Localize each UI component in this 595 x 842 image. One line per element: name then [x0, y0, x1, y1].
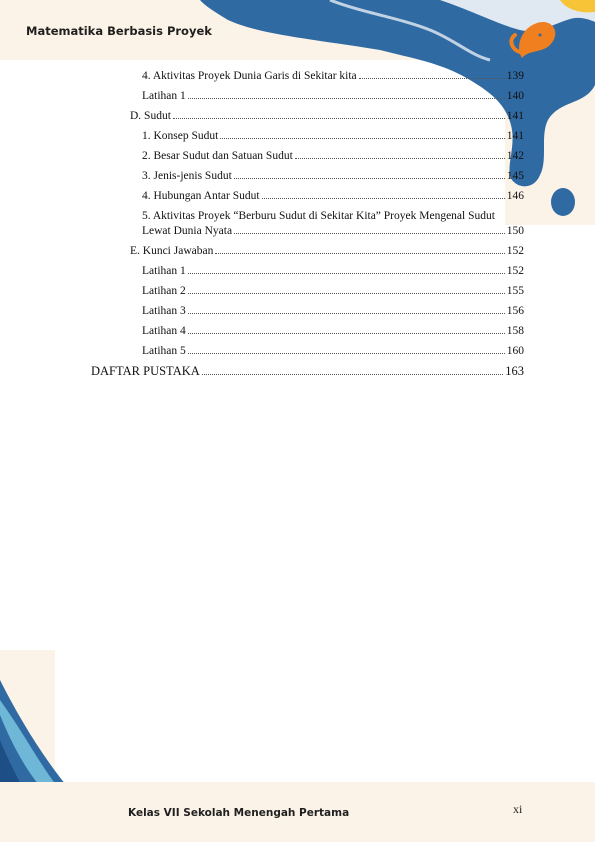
toc-entry-page: 160: [506, 345, 524, 357]
toc-entry[interactable]: [142, 305, 524, 317]
toc-entry-label: Latihan 1: [142, 265, 186, 277]
toc-dot-leader: [188, 97, 505, 99]
toc-entry-page: 152: [506, 245, 524, 257]
toc-dot-leader: [262, 197, 505, 199]
toc-entry[interactable]: [130, 110, 524, 122]
toc-entry[interactable]: [130, 245, 524, 257]
toc-entry-label: DAFTAR PUSTAKA: [91, 364, 200, 378]
toc-entry-label: 2. Besar Sudut dan Satuan Sudut: [142, 150, 293, 162]
toc-entry-label: E. Kunci Jawaban: [130, 245, 214, 257]
toc-entry-label: Lewat Dunia Nyata: [142, 225, 233, 237]
toc-dot-leader: [188, 312, 505, 314]
toc-entry[interactable]: [142, 225, 524, 237]
toc-entry-page: 142: [506, 150, 524, 162]
page-number: xi: [513, 802, 523, 816]
footer-text: Kelas VII Sekolah Menengah Pertama: [128, 807, 350, 819]
toc-dot-leader: [188, 352, 505, 354]
toc-entry-label: Latihan 3: [142, 305, 186, 317]
toc-entry[interactable]: [142, 345, 524, 357]
toc-dot-leader: [173, 117, 505, 119]
toc-entry-label: Latihan 2: [142, 285, 186, 297]
toc-entry-page: 156: [506, 305, 524, 317]
toc-entry-page: 146: [506, 190, 524, 202]
toc-dot-leader: [234, 232, 505, 234]
toc-entry-label: Latihan 4: [142, 325, 186, 337]
toc-dot-leader: [295, 157, 505, 159]
toc-entry-label: Latihan 1: [142, 90, 186, 102]
toc-dot-leader: [188, 272, 505, 274]
toc-entry-page: 152: [506, 265, 524, 277]
toc-dot-leader: [215, 252, 504, 254]
toc-entry-wrapped-line[interactable]: 5. Aktivitas Proyek “Berburu Sudut di Sekitar Kita” Proyek Mengenal Sudut: [142, 210, 495, 222]
toc-dot-leader: [359, 77, 505, 79]
toc-entry[interactable]: [142, 70, 524, 82]
toc-entry[interactable]: [142, 150, 524, 162]
toc-entry-label: 4. Aktivitas Proyek Dunia Garis di Sekitar kita: [142, 70, 357, 82]
toc-dot-leader: [188, 332, 505, 334]
toc-entry-page: 145: [506, 170, 524, 182]
toc-entry-label: 4. Hubungan Antar Sudut: [142, 190, 260, 202]
toc-entry-page: 155: [506, 285, 524, 297]
toc-entry[interactable]: [142, 90, 524, 102]
toc-entry-page: 141: [506, 110, 524, 122]
toc-entry-daftar-pustaka[interactable]: [91, 364, 524, 379]
toc-entry[interactable]: [142, 170, 524, 182]
toc-entry-page: 139: [506, 70, 524, 82]
toc-entry-page: 140: [506, 90, 524, 102]
toc-dot-leader: [188, 292, 505, 294]
header-title: Matematika Berbasis Proyek: [26, 24, 212, 38]
toc-entry-page: 158: [506, 325, 524, 337]
toc-entry[interactable]: [142, 265, 524, 277]
toc-entry-page: 163: [505, 364, 524, 378]
toc-entry-page: 150: [506, 225, 524, 237]
toc-dot-leader: [220, 137, 504, 139]
toc-dot-leader: [234, 177, 505, 179]
toc-entry-label: Latihan 5: [142, 345, 186, 357]
toc-entry-page: 141: [506, 130, 524, 142]
toc-entry[interactable]: [142, 325, 524, 337]
toc-entry-label: 1. Konsep Sudut: [142, 130, 219, 142]
toc-entry-label: 3. Jenis-jenis Sudut: [142, 170, 232, 182]
toc-entry[interactable]: [142, 190, 524, 202]
toc-entry[interactable]: [142, 285, 524, 297]
toc-entry-label: D. Sudut: [130, 110, 171, 122]
toc-entry[interactable]: [142, 130, 524, 142]
toc-dot-leader: [202, 373, 503, 375]
